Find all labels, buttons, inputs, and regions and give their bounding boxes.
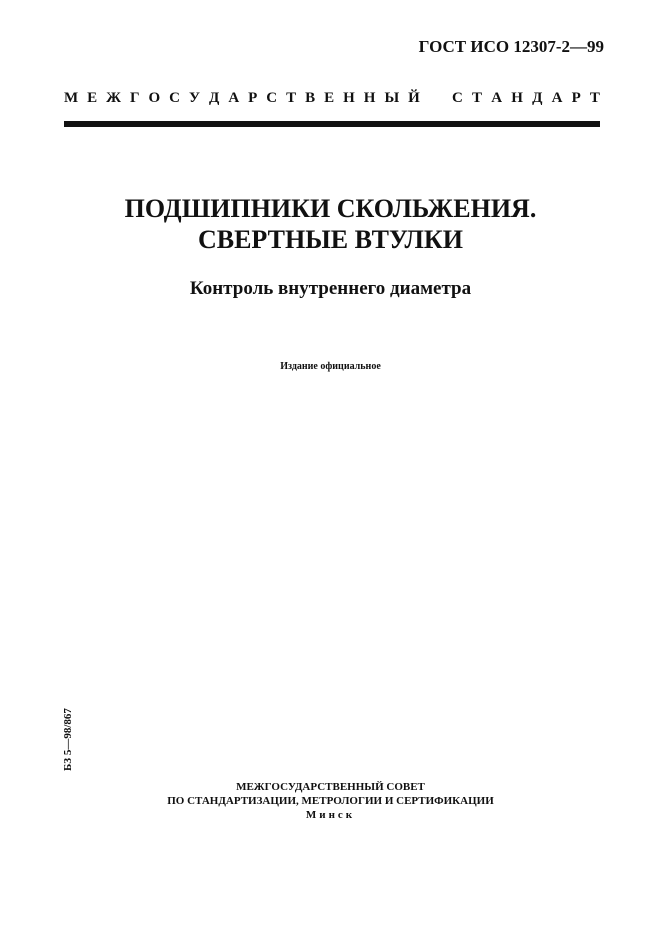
publisher-city: Минск <box>305 809 356 821</box>
side-code: БЗ 5—98/867 <box>62 708 74 771</box>
title-line-2: СВЕРТНЫЕ ВТУЛКИ <box>197 225 464 254</box>
publisher-line-2: ПО СТАНДАРТИЗАЦИИ, МЕТРОЛОГИИ И СЕРТИФИКАЦИИ <box>167 795 494 807</box>
document-title <box>0 193 661 255</box>
header-rule <box>64 121 600 127</box>
publisher-line-1: МЕЖГОСУДАРСТВЕННЫЙ СОВЕТ <box>236 781 425 793</box>
document-subtitle: Контроль внутреннего диаметра <box>189 278 472 299</box>
standard-type-heading <box>64 90 600 107</box>
publisher-block <box>0 780 661 822</box>
edition-note: Издание официальное <box>280 361 381 372</box>
standard-type-word-1: М Е Ж Г О С У Д А Р С Т В Е Н Н Ы Й <box>64 90 420 106</box>
document-code: ГОСТ ИСО 12307-2—99 <box>418 37 604 56</box>
standard-type-word-2: С Т А Н Д А Р Т <box>452 90 600 106</box>
title-line-1: ПОДШИПНИКИ СКОЛЬЖЕНИЯ. <box>124 194 537 223</box>
